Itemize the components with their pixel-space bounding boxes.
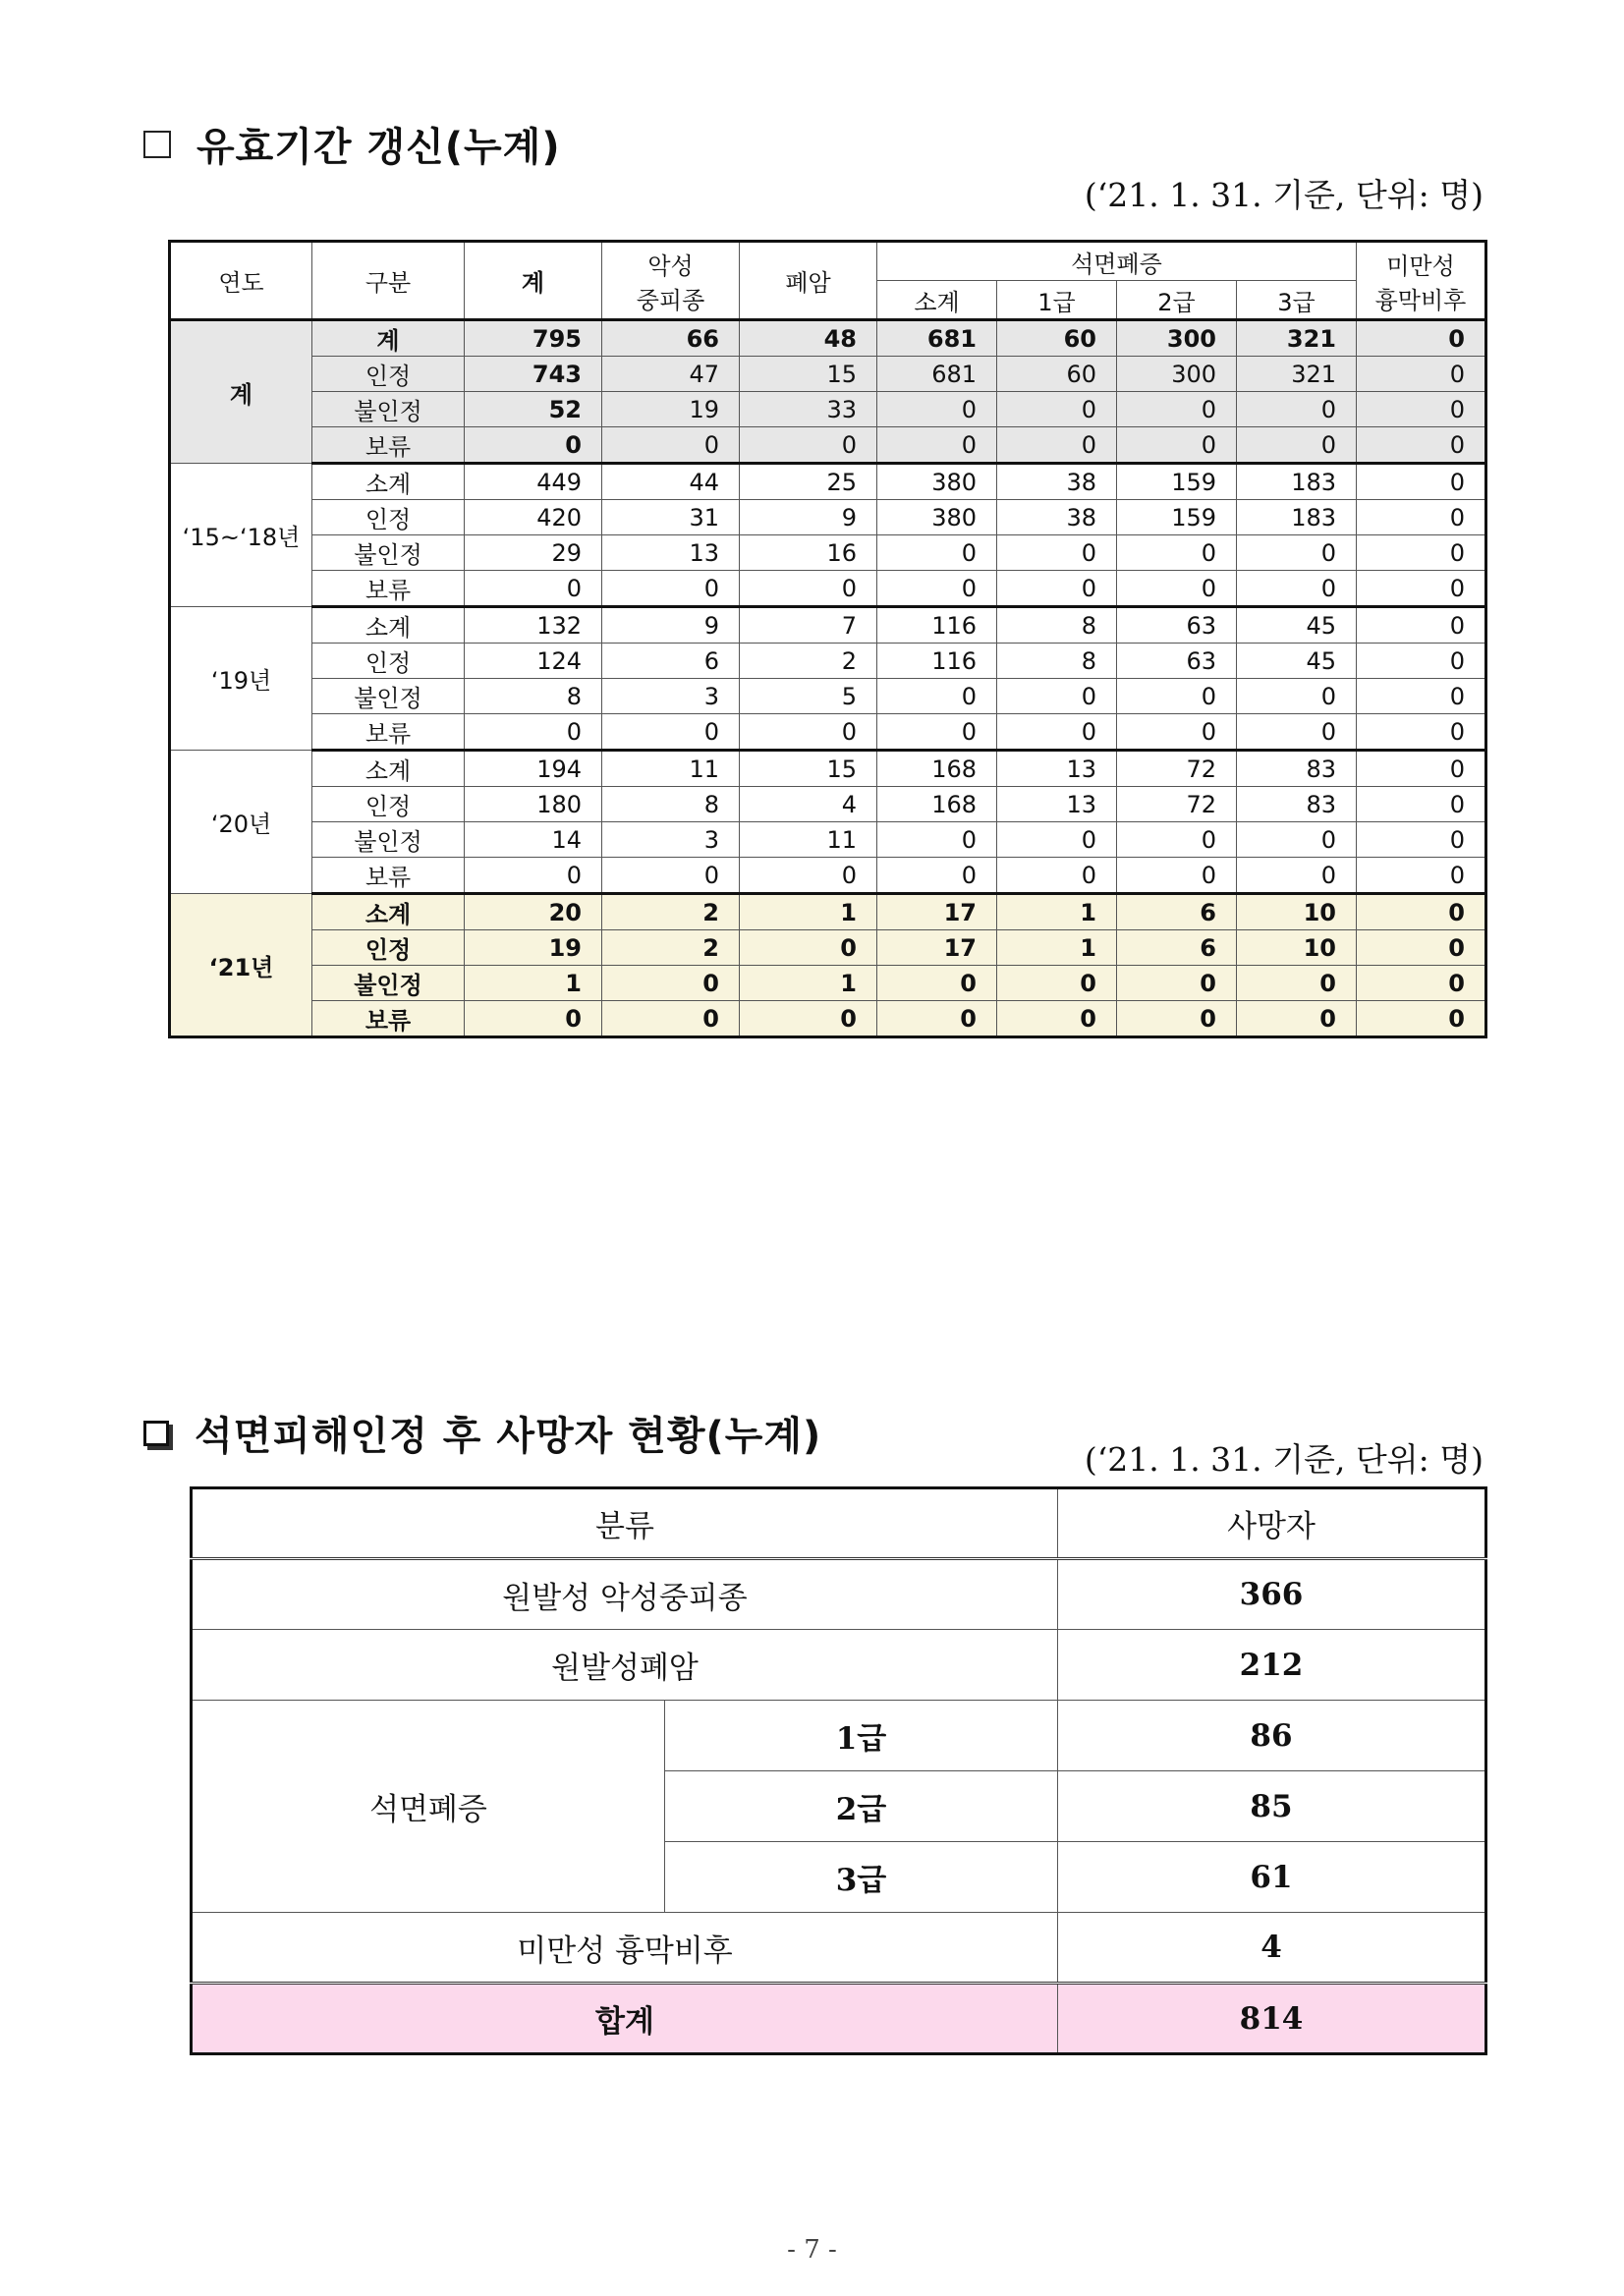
value-cell: 0 bbox=[1357, 966, 1486, 1001]
value-cell: 0 bbox=[465, 571, 602, 607]
category-cell: 인정 bbox=[312, 500, 465, 535]
value-cell: 52 bbox=[465, 392, 602, 427]
value-cell: 180 bbox=[465, 787, 602, 822]
value-cell: 0 bbox=[1357, 714, 1486, 751]
checkbox-square-icon bbox=[143, 131, 171, 158]
value-cell: 0 bbox=[877, 1001, 997, 1037]
value-cell: 0 bbox=[877, 571, 997, 607]
grade2-value: 85 bbox=[1058, 1771, 1486, 1842]
value-cell: 0 bbox=[740, 858, 877, 894]
value-cell: 0 bbox=[465, 858, 602, 894]
value-cell: 10 bbox=[1237, 894, 1357, 930]
value-cell: 168 bbox=[877, 787, 997, 822]
value-cell: 38 bbox=[997, 464, 1117, 500]
value-cell: 0 bbox=[1237, 535, 1357, 571]
table-row bbox=[170, 357, 1486, 392]
value-cell: 0 bbox=[997, 966, 1117, 1001]
value-cell: 300 bbox=[1117, 357, 1237, 392]
value-cell: 0 bbox=[997, 822, 1117, 858]
value-cell: 0 bbox=[1237, 679, 1357, 714]
value-cell: 0 bbox=[1357, 392, 1486, 427]
value-cell: 0 bbox=[1357, 644, 1486, 679]
value-cell: 116 bbox=[877, 644, 997, 679]
value-cell: 0 bbox=[877, 535, 997, 571]
value-cell: 159 bbox=[1117, 500, 1237, 535]
value-cell: 60 bbox=[997, 320, 1117, 357]
table-row bbox=[170, 714, 1486, 751]
head-category: 분류 bbox=[192, 1488, 1058, 1559]
sum-value: 814 bbox=[1058, 1984, 1486, 2054]
value-cell: 48 bbox=[740, 320, 877, 357]
header-total: 계 bbox=[465, 242, 602, 320]
value-cell: 0 bbox=[997, 392, 1117, 427]
header-pleural-line2: 흉막비후 bbox=[1374, 286, 1467, 314]
value-cell: 83 bbox=[1237, 787, 1357, 822]
table-row bbox=[170, 679, 1486, 714]
header-mesothelioma-line1: 악성 bbox=[647, 252, 694, 280]
value-cell: 3 bbox=[602, 822, 740, 858]
value-cell: 66 bbox=[602, 320, 740, 357]
value-cell: 0 bbox=[602, 571, 740, 607]
value-cell: 17 bbox=[877, 930, 997, 966]
table-row bbox=[170, 751, 1486, 787]
table-row bbox=[170, 1001, 1486, 1037]
value-cell: 0 bbox=[877, 714, 997, 751]
category-cell: 인정 bbox=[312, 930, 465, 966]
value-cell: 1 bbox=[997, 894, 1117, 930]
section1-title bbox=[143, 116, 561, 172]
value-cell: 168 bbox=[877, 751, 997, 787]
category-cell: 보류 bbox=[312, 858, 465, 894]
value-cell: 1 bbox=[465, 966, 602, 1001]
value-cell: 0 bbox=[1357, 535, 1486, 571]
value-cell: 0 bbox=[740, 930, 877, 966]
category-cell: 소계 bbox=[312, 607, 465, 644]
year-cell: 계 bbox=[170, 320, 312, 464]
value-cell: 0 bbox=[997, 858, 1117, 894]
value-cell: 132 bbox=[465, 607, 602, 644]
value-cell: 0 bbox=[602, 1001, 740, 1037]
table-row bbox=[170, 500, 1486, 535]
value-cell: 1 bbox=[740, 894, 877, 930]
value-cell: 0 bbox=[877, 679, 997, 714]
value-cell: 0 bbox=[1357, 894, 1486, 930]
value-cell: 16 bbox=[740, 535, 877, 571]
header-pleural-line1: 미만성 bbox=[1386, 252, 1455, 280]
table-row bbox=[170, 535, 1486, 571]
value-cell: 33 bbox=[740, 392, 877, 427]
header-asbestosis: 석면폐증 bbox=[877, 242, 1357, 281]
value-cell: 0 bbox=[1357, 571, 1486, 607]
table-row bbox=[170, 894, 1486, 930]
table-row bbox=[170, 966, 1486, 1001]
value-cell: 72 bbox=[1117, 787, 1237, 822]
value-cell: 0 bbox=[1357, 930, 1486, 966]
value-cell: 0 bbox=[1117, 427, 1237, 464]
value-cell: 183 bbox=[1237, 464, 1357, 500]
value-cell: 0 bbox=[1117, 858, 1237, 894]
header-grade3: 3급 bbox=[1237, 281, 1357, 320]
value-cell: 25 bbox=[740, 464, 877, 500]
value-cell: 321 bbox=[1237, 357, 1357, 392]
value-cell: 0 bbox=[1117, 535, 1237, 571]
value-cell: 0 bbox=[1117, 679, 1237, 714]
table-row bbox=[170, 392, 1486, 427]
value-cell: 63 bbox=[1117, 644, 1237, 679]
grade1-label: 1급 bbox=[665, 1701, 1058, 1771]
value-cell: 0 bbox=[997, 535, 1117, 571]
table-row bbox=[192, 1559, 1486, 1630]
value-cell: 124 bbox=[465, 644, 602, 679]
value-cell: 380 bbox=[877, 500, 997, 535]
value-cell: 83 bbox=[1237, 751, 1357, 787]
page-number: - 7 - bbox=[787, 2235, 837, 2265]
value-cell: 1 bbox=[740, 966, 877, 1001]
value-cell: 116 bbox=[877, 607, 997, 644]
value-cell: 300 bbox=[1117, 320, 1237, 357]
section2-title-text: 석면피해인정 후 사망자 현황(누계) bbox=[195, 1414, 822, 1459]
lung-value: 212 bbox=[1058, 1630, 1486, 1701]
value-cell: 0 bbox=[877, 822, 997, 858]
value-cell: 8 bbox=[465, 679, 602, 714]
value-cell: 45 bbox=[1237, 607, 1357, 644]
sum-row bbox=[192, 1984, 1486, 2054]
table-row bbox=[170, 787, 1486, 822]
value-cell: 681 bbox=[877, 357, 997, 392]
grade2-label: 2급 bbox=[665, 1771, 1058, 1842]
checkbox-square-shadow-icon bbox=[143, 1421, 169, 1446]
value-cell: 8 bbox=[602, 787, 740, 822]
table-row bbox=[170, 822, 1486, 858]
value-cell: 11 bbox=[602, 751, 740, 787]
value-cell: 15 bbox=[740, 357, 877, 392]
value-cell: 0 bbox=[1237, 571, 1357, 607]
value-cell: 15 bbox=[740, 751, 877, 787]
value-cell: 0 bbox=[1357, 858, 1486, 894]
value-cell: 449 bbox=[465, 464, 602, 500]
value-cell: 0 bbox=[1237, 966, 1357, 1001]
grade1-value: 86 bbox=[1058, 1701, 1486, 1771]
value-cell: 0 bbox=[1237, 1001, 1357, 1037]
lung-label: 원발성폐암 bbox=[192, 1630, 1058, 1701]
value-cell: 0 bbox=[1117, 1001, 1237, 1037]
value-cell: 8 bbox=[997, 607, 1117, 644]
value-cell: 0 bbox=[602, 966, 740, 1001]
deaths-table bbox=[190, 1486, 1487, 2055]
category-cell: 불인정 bbox=[312, 535, 465, 571]
value-cell: 0 bbox=[1357, 320, 1486, 357]
header-asb-subtotal: 소계 bbox=[877, 281, 997, 320]
meso-value: 366 bbox=[1058, 1559, 1486, 1630]
value-cell: 0 bbox=[740, 427, 877, 464]
value-cell: 0 bbox=[997, 1001, 1117, 1037]
value-cell: 19 bbox=[465, 930, 602, 966]
table-row bbox=[192, 1630, 1486, 1701]
value-cell: 6 bbox=[1117, 930, 1237, 966]
category-cell: 인정 bbox=[312, 787, 465, 822]
year-cell: ‘21년 bbox=[170, 894, 312, 1037]
table-row bbox=[170, 464, 1486, 500]
value-cell: 0 bbox=[1117, 571, 1237, 607]
header-year: 연도 bbox=[170, 242, 312, 320]
category-cell: 인정 bbox=[312, 357, 465, 392]
table-row bbox=[170, 607, 1486, 644]
year-cell: ‘19년 bbox=[170, 607, 312, 751]
section2-title bbox=[143, 1405, 821, 1461]
value-cell: 0 bbox=[1237, 392, 1357, 427]
header-grade2: 2급 bbox=[1117, 281, 1237, 320]
value-cell: 0 bbox=[1237, 714, 1357, 751]
value-cell: 0 bbox=[1357, 607, 1486, 644]
head-deaths: 사망자 bbox=[1058, 1488, 1486, 1559]
year-cell: ‘20년 bbox=[170, 751, 312, 894]
category-cell: 계 bbox=[312, 320, 465, 357]
value-cell: 0 bbox=[602, 714, 740, 751]
value-cell: 0 bbox=[877, 966, 997, 1001]
value-cell: 380 bbox=[877, 464, 997, 500]
value-cell: 0 bbox=[877, 858, 997, 894]
value-cell: 44 bbox=[602, 464, 740, 500]
section1-title-text: 유효기간 갱신(누계) bbox=[196, 125, 561, 170]
value-cell: 0 bbox=[1117, 714, 1237, 751]
value-cell: 0 bbox=[997, 571, 1117, 607]
value-cell: 11 bbox=[740, 822, 877, 858]
value-cell: 2 bbox=[602, 894, 740, 930]
category-cell: 소계 bbox=[312, 464, 465, 500]
table-row bbox=[192, 1701, 1486, 1771]
value-cell: 321 bbox=[1237, 320, 1357, 357]
value-cell: 0 bbox=[465, 714, 602, 751]
category-cell: 보류 bbox=[312, 1001, 465, 1037]
value-cell: 681 bbox=[877, 320, 997, 357]
header-pleural bbox=[1357, 242, 1486, 320]
value-cell: 5 bbox=[740, 679, 877, 714]
value-cell: 0 bbox=[1357, 751, 1486, 787]
table-row bbox=[170, 427, 1486, 464]
category-cell: 소계 bbox=[312, 894, 465, 930]
value-cell: 17 bbox=[877, 894, 997, 930]
value-cell: 4 bbox=[740, 787, 877, 822]
value-cell: 2 bbox=[602, 930, 740, 966]
value-cell: 0 bbox=[997, 714, 1117, 751]
value-cell: 0 bbox=[1357, 787, 1486, 822]
pleural-value: 4 bbox=[1058, 1913, 1486, 1984]
value-cell: 47 bbox=[602, 357, 740, 392]
header-lung-cancer: 폐암 bbox=[740, 242, 877, 320]
table-header-row bbox=[170, 242, 1486, 281]
sum-label: 합계 bbox=[192, 1984, 1058, 2054]
header-mesothelioma bbox=[602, 242, 740, 320]
value-cell: 0 bbox=[1357, 500, 1486, 535]
value-cell: 0 bbox=[1357, 822, 1486, 858]
value-cell: 13 bbox=[997, 787, 1117, 822]
value-cell: 8 bbox=[997, 644, 1117, 679]
year-cell: ‘15~‘18년 bbox=[170, 464, 312, 607]
value-cell: 0 bbox=[465, 427, 602, 464]
value-cell: 0 bbox=[1357, 357, 1486, 392]
value-cell: 63 bbox=[1117, 607, 1237, 644]
value-cell: 1 bbox=[997, 930, 1117, 966]
category-cell: 불인정 bbox=[312, 392, 465, 427]
value-cell: 0 bbox=[1357, 1001, 1486, 1037]
category-cell: 인정 bbox=[312, 644, 465, 679]
value-cell: 194 bbox=[465, 751, 602, 787]
value-cell: 2 bbox=[740, 644, 877, 679]
value-cell: 0 bbox=[1117, 966, 1237, 1001]
value-cell: 45 bbox=[1237, 644, 1357, 679]
value-cell: 0 bbox=[1117, 392, 1237, 427]
value-cell: 7 bbox=[740, 607, 877, 644]
value-cell: 0 bbox=[877, 427, 997, 464]
value-cell: 795 bbox=[465, 320, 602, 357]
value-cell: 0 bbox=[1357, 464, 1486, 500]
value-cell: 0 bbox=[602, 858, 740, 894]
category-cell: 소계 bbox=[312, 751, 465, 787]
header-mesothelioma-line2: 중피종 bbox=[636, 286, 705, 314]
value-cell: 0 bbox=[1357, 427, 1486, 464]
value-cell: 72 bbox=[1117, 751, 1237, 787]
value-cell: 6 bbox=[602, 644, 740, 679]
grade3-value: 61 bbox=[1058, 1842, 1486, 1913]
grade3-label: 3급 bbox=[665, 1842, 1058, 1913]
header-grade1: 1급 bbox=[997, 281, 1117, 320]
value-cell: 38 bbox=[997, 500, 1117, 535]
value-cell: 14 bbox=[465, 822, 602, 858]
value-cell: 9 bbox=[740, 500, 877, 535]
value-cell: 0 bbox=[1117, 822, 1237, 858]
category-cell: 불인정 bbox=[312, 966, 465, 1001]
meso-label: 원발성 악성중피종 bbox=[192, 1559, 1058, 1630]
value-cell: 0 bbox=[465, 1001, 602, 1037]
category-cell: 불인정 bbox=[312, 679, 465, 714]
value-cell: 0 bbox=[740, 1001, 877, 1037]
value-cell: 19 bbox=[602, 392, 740, 427]
table-row bbox=[170, 930, 1486, 966]
value-cell: 0 bbox=[997, 427, 1117, 464]
value-cell: 0 bbox=[1237, 858, 1357, 894]
table-row bbox=[170, 571, 1486, 607]
value-cell: 743 bbox=[465, 357, 602, 392]
value-cell: 0 bbox=[1357, 679, 1486, 714]
value-cell: 0 bbox=[740, 714, 877, 751]
header-category: 구분 bbox=[312, 242, 465, 320]
value-cell: 0 bbox=[1237, 427, 1357, 464]
value-cell: 0 bbox=[740, 571, 877, 607]
category-cell: 보류 bbox=[312, 427, 465, 464]
table-row bbox=[192, 1913, 1486, 1984]
value-cell: 13 bbox=[997, 751, 1117, 787]
section1-basis: (‘21. 1. 31. 기준, 단위: 명) bbox=[1084, 176, 1484, 214]
section2-basis: (‘21. 1. 31. 기준, 단위: 명) bbox=[1084, 1440, 1484, 1479]
value-cell: 420 bbox=[465, 500, 602, 535]
value-cell: 0 bbox=[602, 427, 740, 464]
value-cell: 183 bbox=[1237, 500, 1357, 535]
value-cell: 10 bbox=[1237, 930, 1357, 966]
value-cell: 3 bbox=[602, 679, 740, 714]
category-cell: 보류 bbox=[312, 714, 465, 751]
value-cell: 60 bbox=[997, 357, 1117, 392]
value-cell: 29 bbox=[465, 535, 602, 571]
renewal-table bbox=[168, 240, 1487, 1038]
value-cell: 0 bbox=[1237, 822, 1357, 858]
value-cell: 6 bbox=[1117, 894, 1237, 930]
value-cell: 0 bbox=[877, 392, 997, 427]
value-cell: 31 bbox=[602, 500, 740, 535]
category-cell: 불인정 bbox=[312, 822, 465, 858]
value-cell: 0 bbox=[997, 679, 1117, 714]
value-cell: 20 bbox=[465, 894, 602, 930]
value-cell: 9 bbox=[602, 607, 740, 644]
value-cell: 159 bbox=[1117, 464, 1237, 500]
table-row bbox=[192, 1488, 1486, 1559]
category-cell: 보류 bbox=[312, 571, 465, 607]
table-row bbox=[170, 644, 1486, 679]
asbestosis-label: 석면폐증 bbox=[192, 1701, 665, 1913]
table-row bbox=[170, 858, 1486, 894]
value-cell: 13 bbox=[602, 535, 740, 571]
table-row bbox=[170, 320, 1486, 357]
pleural-label: 미만성 흉막비후 bbox=[192, 1913, 1058, 1984]
